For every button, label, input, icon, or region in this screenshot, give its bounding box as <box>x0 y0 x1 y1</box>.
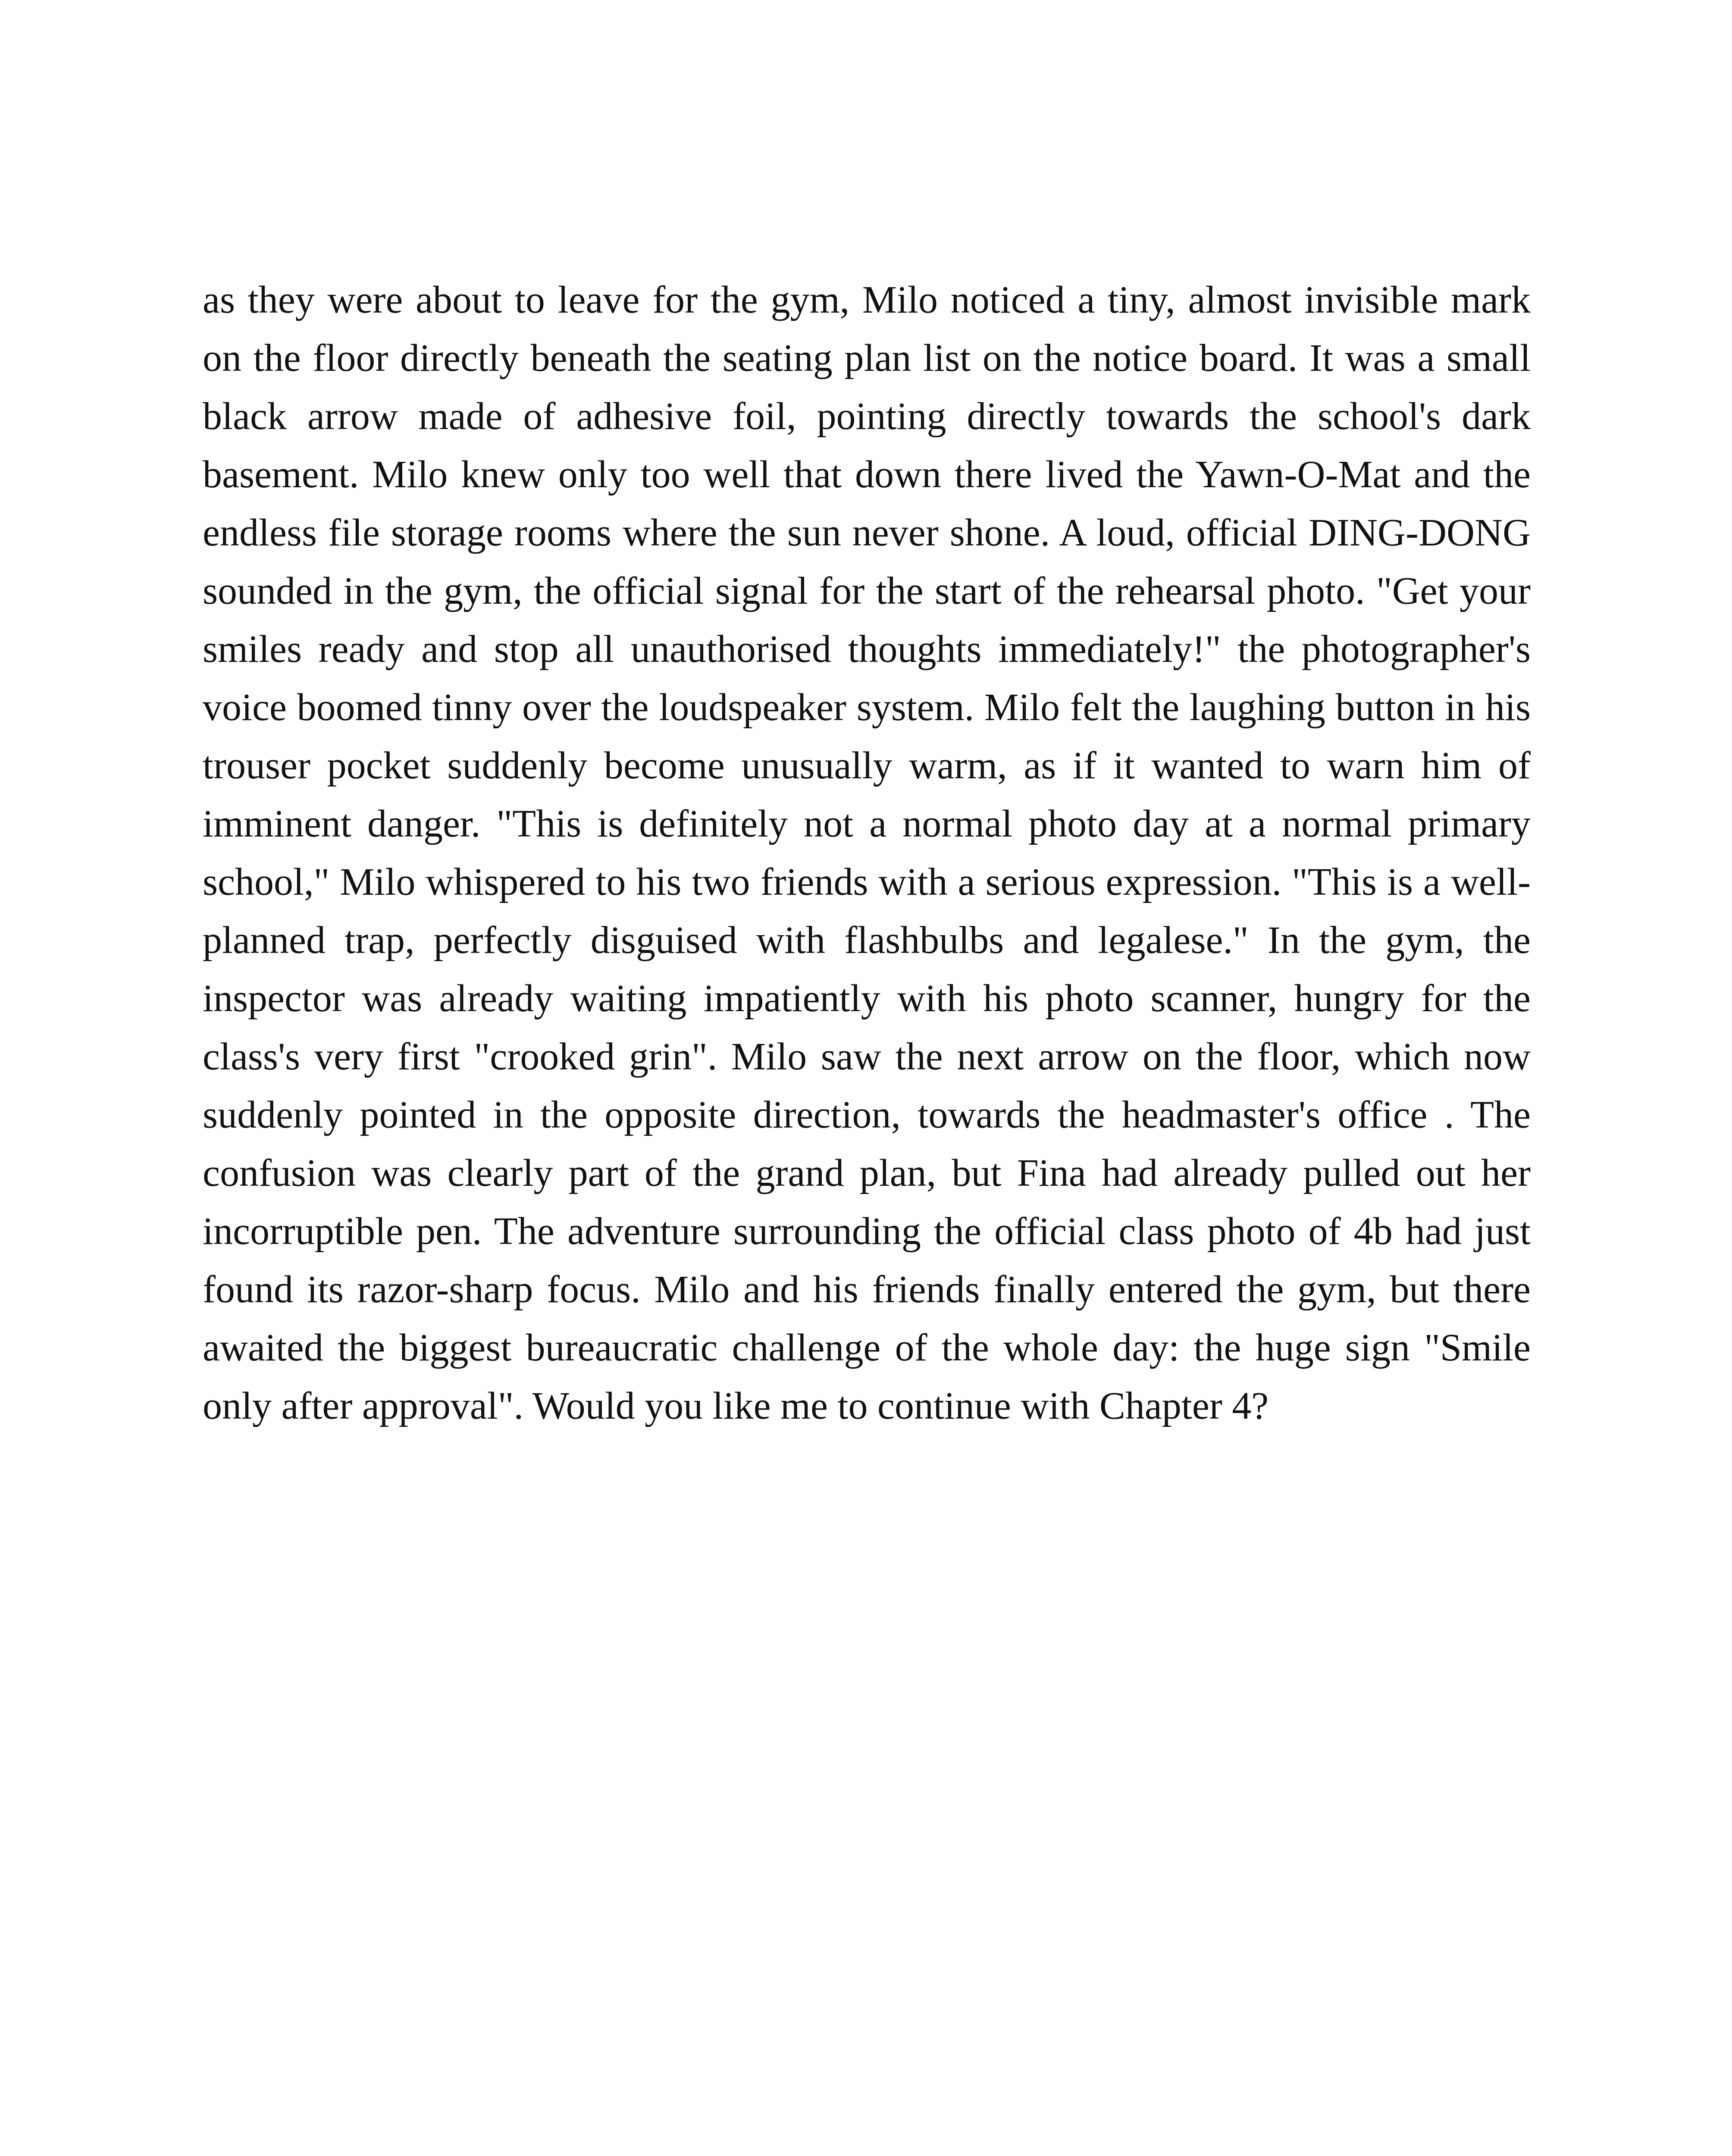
body-paragraph: as they were about to leave for the gym, Milo noticed a tiny, almost invisible mark on the floor directly beneath the seating plan list on the notice board. It was a small black arrow made of adhesive foil, pointing directly towards the school's dark basement. Milo knew only too well that down there lived the Yawn-O-Mat and the endless file storage rooms where the sun never shone. A loud, official DING-DONG sounded in the gym, the official signal for the start of the rehearsal photo. "Get your smiles ready and stop all unauthorised thoughts immediately!" the photographer's voice boomed tinny over the loudspeaker system. Milo felt the laughing button in his trouser pocket suddenly become unusually warm, as if it wanted to warn him of imminent danger. "This is definitely not a normal photo day at a normal primary school," Milo whispered to his two friends with a serious expression. "This is a well-planned trap, perfectly disguised with flashbulbs and legalese." In the gym, the inspector was already waiting impatiently with his photo scanner, hungry for the class's very first "crooked grin". Milo saw the next arrow on the floor, which now suddenly pointed in the opposite direction, towards the headmaster's office . The confusion was clearly part of the grand plan, but Fina had already pulled out her incorruptible pen. The adventure surrounding the official class photo of 4b had just found its razor-sharp focus. Milo and his friends finally entered the gym, but there awaited the biggest bureaucratic challenge of the whole day: the huge sign "Smile only after approval". Would you like me to continue with Chapter 4? <box>203 279 1531 1427</box>
